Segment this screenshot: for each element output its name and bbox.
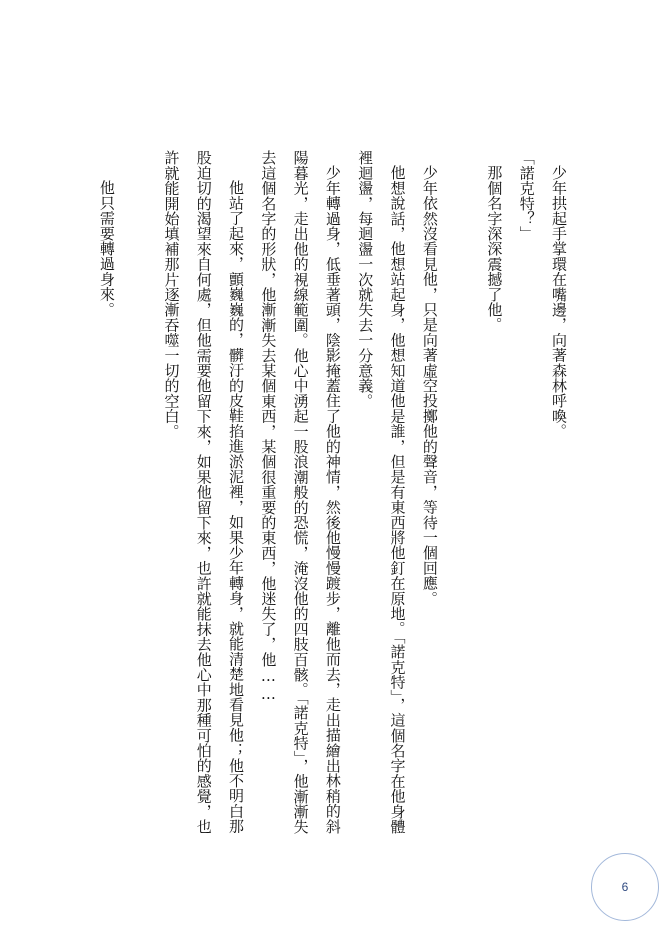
page-number-badge xyxy=(591,853,659,921)
page-number: 6 xyxy=(621,880,629,894)
paragraph-8: 他只需要轉過身來。 xyxy=(97,180,116,317)
paragraph-blank-1 xyxy=(446,150,478,840)
paragraph-2-dialogue: 「諾克特？」 xyxy=(517,150,536,242)
paragraph-7: 他站了起來，顫巍巍的，髒汙的皮鞋掐進淤泥裡，如果少年轉身，就能清楚地看見他；他不明白那股迫切的渴望來自何處，但他需要他留下來，如果他留下來，也許就能抹去他心中那種可怕的感覺，也許就能開始填補那片逐漸吞噬一切的空白。 xyxy=(162,150,246,834)
paragraph-5: 他想說話，他想站起身，他想知道他是誰，但是有東西將他釘在原地。「諾克特」，這個名字在他身體裡迴盪，每迴盪一次就失去一分意義。 xyxy=(356,150,407,834)
paragraph-6: 少年轉過身，低垂著頭，陰影掩蓋住了他的神情，然後他慢慢踱步，離他而去，走出描繪出林稍的斜陽暮光，走出他的視線範圍。他心中湧起一股浪潮般的恐慌，淹沒他的四肢百骸。「諾克特」，他漸漸失去這個名字的形狀，他漸漸失去某個東西，某個很重要的東西，他迷失了，他…… xyxy=(259,150,342,835)
paragraph-blank-2 xyxy=(123,150,155,840)
vertical-text-body xyxy=(91,150,575,840)
paragraph-1: 少年拱起手掌環在嘴邊，向著森林呼喚。 xyxy=(550,165,568,439)
paragraph-4: 少年依然沒看見他，只是向著虛空投擲他的聲音，等待一個回應。 xyxy=(420,165,439,606)
paragraph-3: 那個名字深深震撼了他。 xyxy=(485,165,504,333)
